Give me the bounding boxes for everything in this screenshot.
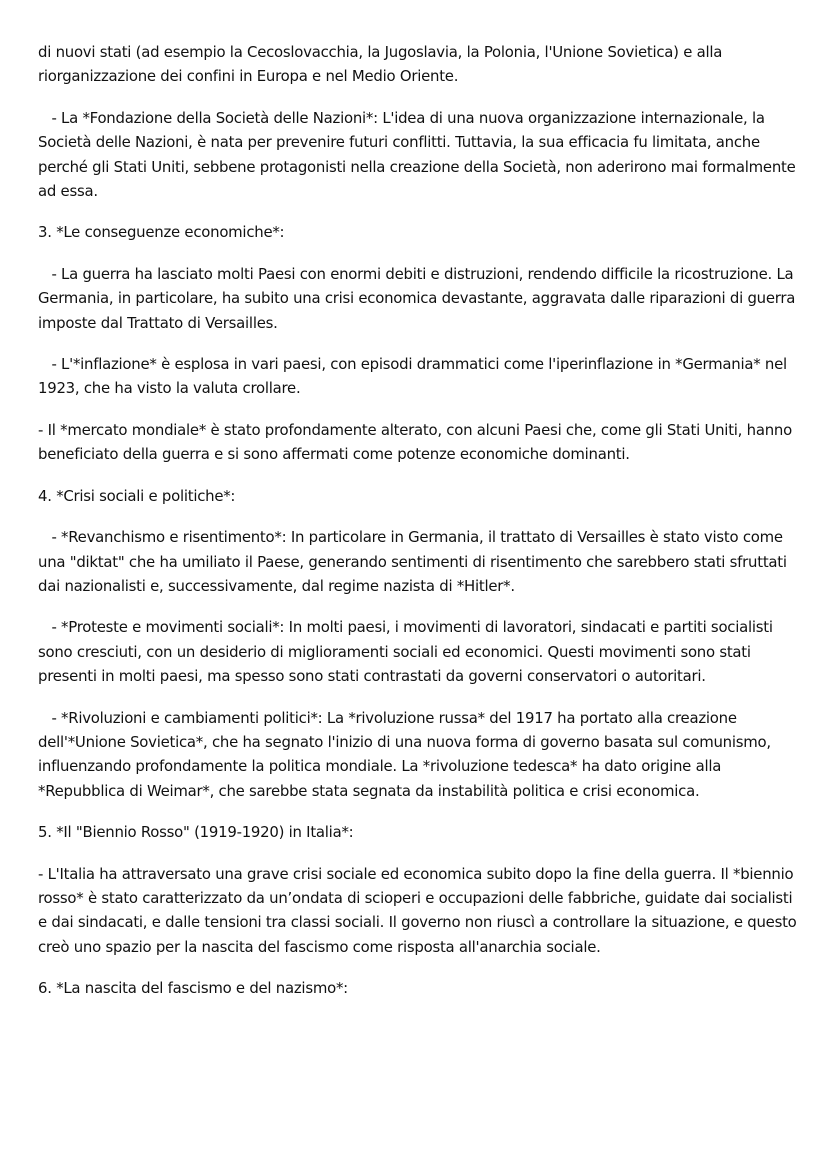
paragraph-league-of-nations: - La *Fondazione della Società delle Nazioni*: L'idea di una nuova organizzazione internazionale, la Società delle Nazioni, è nata per prevenire futuri conflitti. Tuttavia, la sua efficacia fu limitata, anche perché gli Stati Uniti, sebbene protagonisti nella creazione della Società, non aderirono mai formalmente ad essa. — [38, 108, 801, 201]
heading-fascism-nazism: 6. *La nascita del fascismo e del nazismo*: — [38, 979, 348, 998]
document-body — [38, 40, 800, 1018]
paragraph-revolutions: - *Rivoluzioni e cambiamenti politici*: La *rivoluzione russa* del 1917 ha portato alla creazione dell'*Unione Sovietica*, che ha segnato l'inizio di una nuova forma di governo basata sul comunismo, influenzando profondamente la politica mondiale. La *rivoluzione tedesca* ha dato origine alla *Repubblica di Weimar*, che sarebbe stata segnata da instabilità politica e crisi economica. — [38, 708, 776, 800]
paragraph-world-market: - Il *mercato mondiale* è stato profondamente alterato, con alcuni Paesi che, come gli Stati Uniti, hanno beneficiato della guerra e si sono affermati come potenze economiche dominanti. — [38, 420, 797, 464]
paragraph-inflation: - L'*inflazione* è esplosa in vari paesi, con episodi drammatici come l'iperinflazione in *Germania* nel 1923, che ha visto la valuta crollare. — [38, 355, 792, 398]
paragraph-war-debts: - La guerra ha lasciato molti Paesi con enormi debiti e distruzioni, rendendo difficile la ricostruzione. La Germania, in particolare, ha subito una crisi economica devastante, aggravata dalle riparazioni di guerra imposte dal Trattato di Versailles. — [38, 264, 800, 332]
heading-biennio-rosso: 5. *Il "Biennio Rosso" (1919-1920) in Italia*: — [38, 823, 354, 842]
paragraph-social-movements: - *Proteste e movimenti sociali*: In molti paesi, i movimenti di lavoratori, sindacati e partiti socialisti sono cresciuti, con un desiderio di miglioramenti sociali ed economici. Questi movimenti sono stati presenti in molti paesi, ma spesso sono stati contrastati da governi conservatori o autoritari. — [38, 618, 778, 686]
heading-social-political-crises: 4. *Crisi sociali e politiche*: — [38, 486, 236, 505]
paragraph-italy-crisis: - L'Italia ha attraversato una grave crisi sociale ed economica subito dopo la fine della guerra. Il *biennio rosso* è stato caratterizzato da un’ondata di scioperi e occupazioni delle fabbriche, guidate dai socialisti e dai sindacati, e dalle tensioni tra classi sociali. Il governo non riuscì a controllare la situazione, e questo creò uno spazio per la nascita del fascismo come risposta all'anarchia sociale. — [38, 864, 802, 956]
heading-economic-consequences: 3. *Le conseguenze economiche*: — [38, 223, 285, 242]
paragraph-new-states: di nuovi stati (ad esempio la Cecoslovacchia, la Jugoslavia, la Polonia, l'Unione Sovietica) e alla riorganizzazione dei confini in Europa e nel Medio Oriente. — [38, 43, 727, 86]
paragraph-revanchism: - *Revanchismo e risentimento*: In particolare in Germania, il trattato di Versailles è stato visto come una "diktat" che ha umiliato il Paese, generando sentimenti di risentimento che sarebbero stati sfruttati dai nazionalisti e, successivamente, dal regime nazista di *Hitler*. — [38, 528, 792, 595]
